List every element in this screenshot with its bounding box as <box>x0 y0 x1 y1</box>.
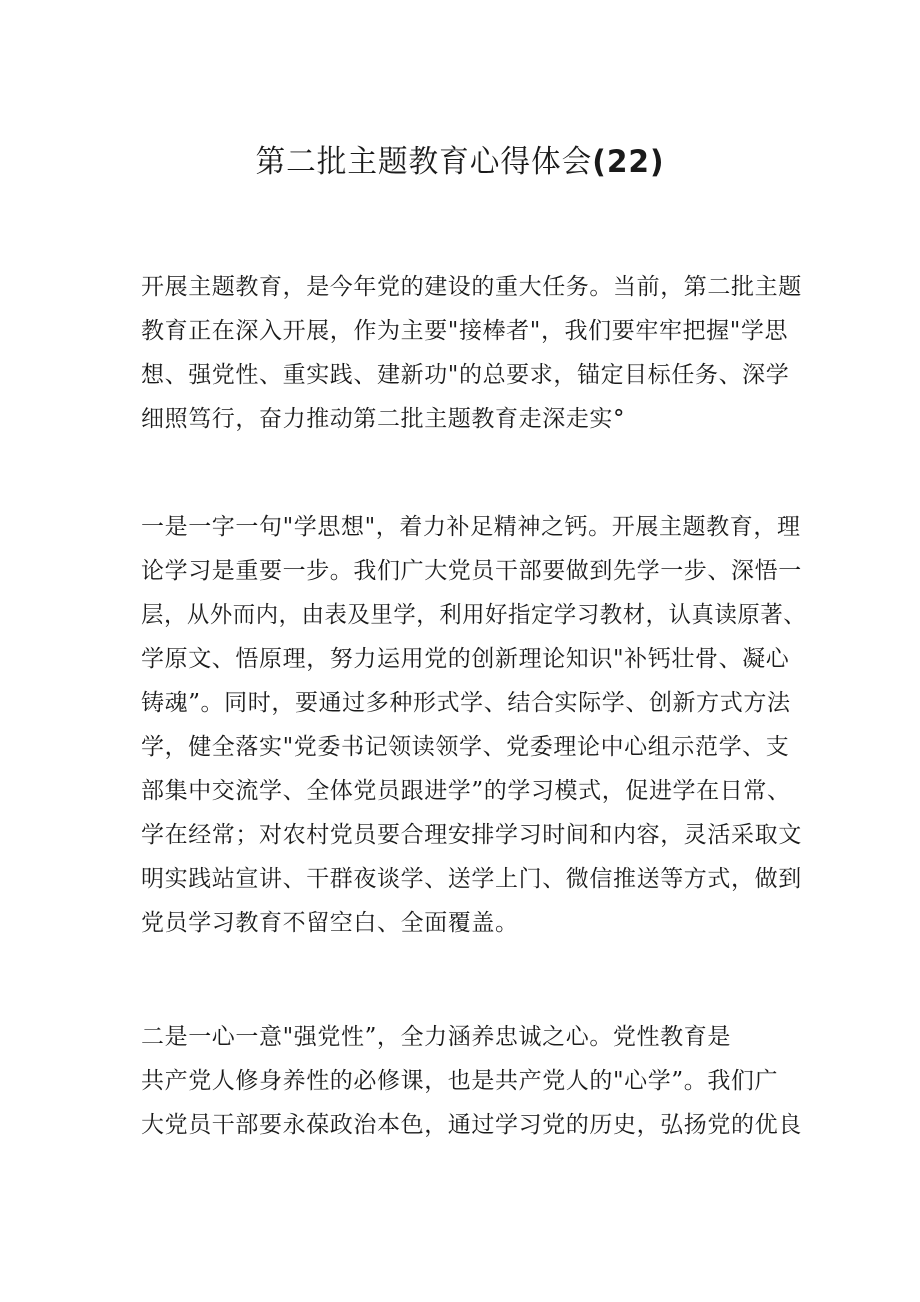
text-line: 共产党人修身养性的必修课，也是共产党人的"心学”。我们广 <box>141 1068 779 1094</box>
text-line: 二是一心一意"强党性”，全力涵养忠诚之心。党性教育是 <box>141 1024 731 1050</box>
text-line: 大党员干部要永葆政治本色，通过学习党的历史，弘扬党的优良 <box>141 1112 802 1138</box>
paragraph-study-thought <box>141 505 807 945</box>
text-line: 铸魂”。同时，要通过多种形式学、结合实际学、创新方式方法 <box>141 690 791 716</box>
text-line: 部集中交流学、全体党员跟进学”的学习模式，促进学在日常、 <box>141 778 791 804</box>
text-line: 学原文、悟原理，努力运用党的创新理论知识"补钙壮骨、凝心 <box>141 646 790 672</box>
text-line: 层，从外而内，由表及里学，利用好指定学习教材，认真读原著、 <box>141 602 807 628</box>
text-line: 明实践站宣讲、干群夜谈学、送学上门、微信推送等方式，做到 <box>141 866 802 892</box>
title-main: 第二批主题教育心得体会 <box>255 144 593 180</box>
text-line: 想、强党性、重实践、建新功"的总要求，锚定目标任务、深学 <box>141 362 790 388</box>
text-line: 教育正在深入开展，作为主要"接棒者"，我们要牢牢把握"学思 <box>141 318 789 344</box>
text-line: 论学习是重要一步。我们广大党员干部要做到先学一步、深悟一 <box>141 558 802 584</box>
text-line: 一是一字一句"学思想"，着力补足精神之钙。开展主题教育，理 <box>141 514 801 540</box>
text-line: 学，健全落实"党委书记领读领学、党委理论中心组示范学、支 <box>141 734 790 760</box>
text-line: 党员学习教育不留空白、全面覆盖。 <box>141 910 519 936</box>
text-line: 学在经常；对农村党员要合理安排学习时间和内容，灵活采取文 <box>141 822 802 848</box>
document-title <box>20 140 900 184</box>
title-number: (22) <box>592 144 665 180</box>
paragraph-party-spirit <box>141 1015 801 1147</box>
text-line: 细照笃行，奋力推动第二批主题教育走深走实° <box>141 406 626 432</box>
paragraph-intro <box>141 265 801 441</box>
text-line: 开展主题教育，是今年党的建设的重大任务。当前，第二批主题 <box>141 274 802 300</box>
